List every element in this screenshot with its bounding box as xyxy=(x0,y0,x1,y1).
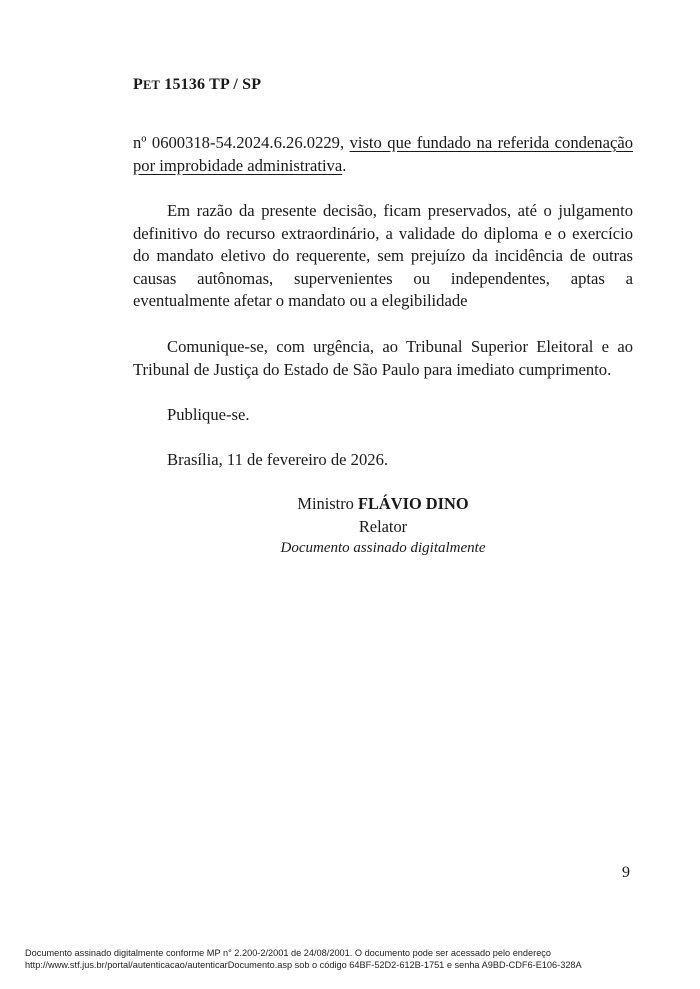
footer-line-2: http://www.stf.jus.br/portal/autenticacao/autenticarDocumento.asp sob o código 64BF-52D2-612B-1751 e senha A9BD-CDF6-E106-328A xyxy=(25,960,582,970)
signature-minister xyxy=(233,494,533,514)
signature-title: Ministro xyxy=(297,494,358,513)
communication-line: Comunique-se, com urgência, ao Tribunal Superior Eleitoral e ao xyxy=(167,337,633,356)
case-prefix-rest: ET xyxy=(142,78,161,92)
paragraph-publish: Publique-se. xyxy=(167,405,250,424)
underlined-reasoning: visto que fundado na referida condenação por improbidade administrativa xyxy=(133,133,633,175)
footer-line-1: Documento assinado digitalmente conforme MP n° 2.200-2/2001 de 24/08/2001. O documento pode ser acessado pelo endereço xyxy=(25,948,552,958)
decision-line: causas autônomas, supervenientes ou independentes, aptas a xyxy=(133,268,633,288)
case-reference: 15136 TP / SP xyxy=(160,76,262,93)
paragraph-communication xyxy=(133,336,633,381)
signature-role: Relator xyxy=(358,517,408,536)
case-prefix-initial: P xyxy=(133,76,143,93)
paragraph-decision xyxy=(133,200,633,313)
decision-line: do mandato eletivo do requerente, sem prejuízo da incidência de outras xyxy=(133,246,633,266)
signature-name: FLÁVIO DINO xyxy=(357,494,469,513)
decision-line: Em razão da presente decisão, ficam preservados, até o julgamento xyxy=(167,201,633,220)
decision-line: definitivo do recurso extraordinário, a validade do diploma e o exercício xyxy=(133,223,633,243)
authentication-footer xyxy=(25,947,582,971)
process-number-text: nº 0600318-54.2024.6.26.0229, xyxy=(133,133,350,152)
signature-note: Documento assinado digitalmente xyxy=(280,540,486,556)
paragraph-process-number xyxy=(133,132,633,177)
decision-line: eventualmente afetar o mandato ou a elegibilidade xyxy=(133,291,468,311)
communication-line: Tribunal de Justiça do Estado de São Paulo para imediato cumprimento. xyxy=(133,359,612,379)
case-header xyxy=(133,76,261,94)
paragraph-end: . xyxy=(342,155,347,175)
page-number: 9 xyxy=(622,864,630,881)
paragraph-place-date: Brasília, 11 de fevereiro de 2026. xyxy=(167,450,389,469)
